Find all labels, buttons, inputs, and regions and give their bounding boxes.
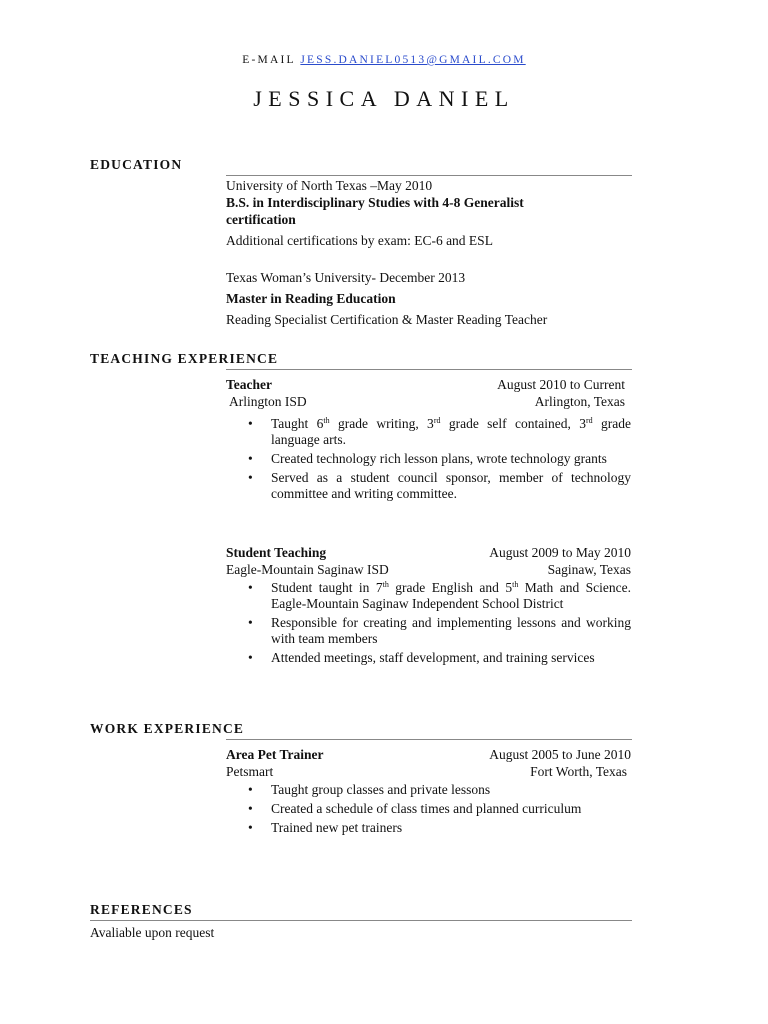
certification-2: Reading Specialist Certification & Master Reading Teacher [226, 312, 548, 327]
email-label: E-MAIL [242, 54, 296, 66]
bullet-item: • Created a schedule of class times and planned curriculum [226, 801, 631, 817]
school-2: Texas Woman’s University- December 2013 [226, 270, 466, 285]
job-org-row [226, 763, 631, 780]
work-rule [226, 739, 632, 740]
job-location: Arlington, Texas [534, 394, 625, 409]
job-dates: August 2010 to Current [497, 377, 625, 392]
job-org-row [226, 561, 631, 578]
education-rule [226, 175, 632, 176]
job-title: Student Teaching [226, 545, 327, 560]
contact-line [0, 54, 768, 66]
job-bullets [226, 416, 631, 502]
job-title: Teacher [226, 377, 272, 392]
degree-1-line-2: certification [226, 212, 296, 227]
job-dates: August 2009 to May 2010 [489, 545, 631, 560]
teaching-job-2 [226, 544, 631, 669]
job-dates: August 2005 to June 2010 [489, 747, 631, 762]
bullet-item: • Served as a student council sponsor, member of technology committee and writing committee. [226, 470, 631, 502]
degree-1-line-1: B.S. in Interdisciplinary Studies with 4-8 Generalist [226, 195, 524, 210]
bullet-item: • Trained new pet trainers [226, 820, 631, 836]
education-section [90, 157, 632, 176]
job-bullets [226, 580, 631, 666]
job-org: Arlington ISD [229, 394, 307, 409]
job-title: Area Pet Trainer [226, 747, 324, 762]
school-1: University of North Texas –May 2010 [226, 178, 433, 193]
references-heading: REFERENCES [90, 902, 193, 917]
job-org: Petsmart [226, 764, 274, 779]
work-heading: WORK EXPERIENCE [90, 721, 245, 736]
degree-2: Master in Reading Education [226, 291, 396, 306]
bullet-item: • Student taught in 7th grade English and 5th Math and Science. Eagle-Mountain Saginaw Independent School District [226, 580, 631, 612]
job-title-row [226, 544, 631, 561]
work-job-1 [226, 746, 631, 839]
email-link[interactable]: JESS.DANIEL0513@GMAIL.COM [300, 54, 526, 66]
education-heading: EDUCATION [90, 157, 183, 172]
job-location: Saginaw, Texas [547, 562, 631, 577]
bullet-item: • Taught group classes and private lessons [226, 782, 631, 798]
bullet-item: • Created technology rich lesson plans, wrote technology grants [226, 451, 631, 467]
job-org: Eagle-Mountain Saginaw ISD [226, 562, 389, 577]
job-org-row [226, 393, 631, 410]
references-text: Avaliable upon request [90, 925, 215, 940]
teaching-heading: TEACHING EXPERIENCE [90, 351, 279, 366]
job-location: Fort Worth, Texas [530, 764, 627, 779]
job-bullets [226, 782, 631, 836]
teaching-section [90, 351, 632, 370]
education-body [226, 177, 631, 328]
teaching-rule [226, 369, 632, 370]
bullet-item: • Attended meetings, staff development, and training services [226, 650, 631, 666]
additional-certifications: Additional certifications by exam: EC-6 and ESL [226, 233, 493, 248]
job-title-row [226, 746, 631, 763]
work-section [90, 721, 632, 740]
job-title-row [226, 376, 631, 393]
references-rule [90, 920, 632, 921]
candidate-name: JESSICA DANIEL [253, 86, 515, 111]
teaching-job-1 [226, 376, 631, 505]
references-section [90, 902, 632, 921]
bullet-item: • Taught 6th grade writing, 3rd grade self contained, 3rd grade language arts. [226, 416, 631, 448]
bullet-item: • Responsible for creating and implementing lessons and working with team members [226, 615, 631, 647]
